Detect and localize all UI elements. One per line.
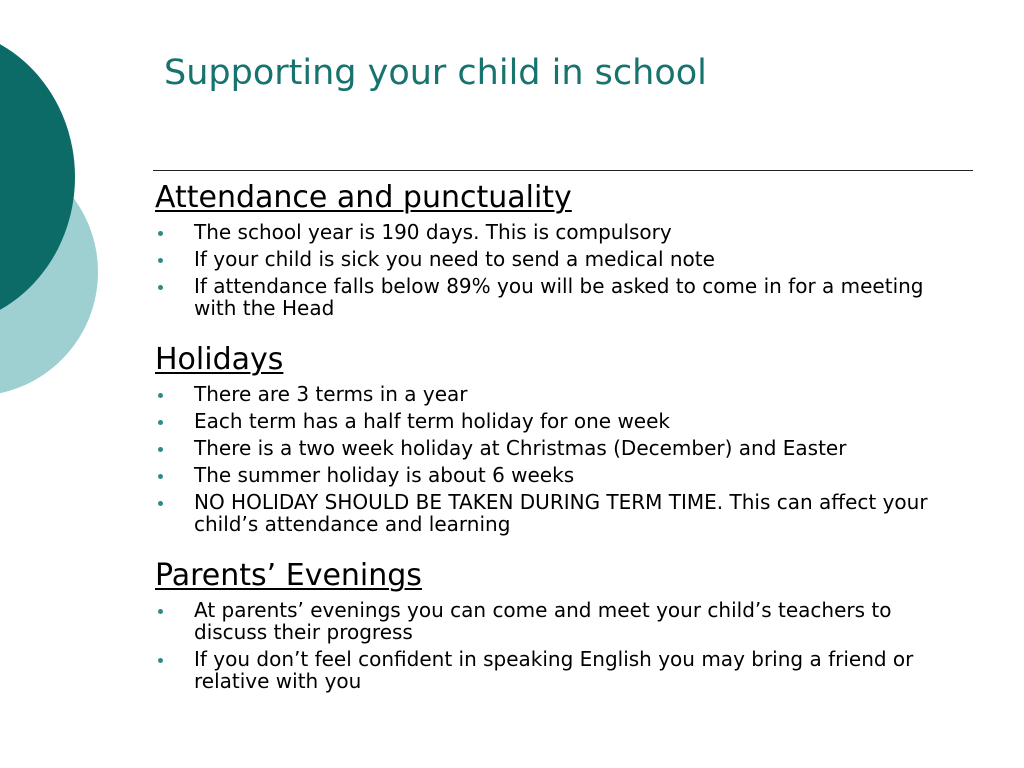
bullet-item (155, 599, 967, 643)
bullet-item (155, 383, 967, 405)
section-heading: Parents’ Evenings (155, 558, 422, 593)
bullet-dot-icon (158, 420, 163, 425)
bullet-dot-icon (158, 393, 163, 398)
bullet-text: NO HOLIDAY SHOULD BE TAKEN DURING TERM TIME. This can affect your child’s attendance and learning (194, 490, 928, 536)
bullet-text: There are 3 terms in a year (194, 382, 468, 406)
bullet-dot-icon (158, 658, 163, 663)
bullet-dot-icon (158, 258, 163, 263)
bullet-dot-icon (158, 609, 163, 614)
bullet-text: If you don’t feel confident in speaking English you may bring a friend or relative with you (194, 647, 914, 693)
bullet-text: There is a two week holiday at Christmas (December) and Easter (194, 436, 847, 460)
section-heading: Holidays (155, 342, 284, 377)
bullet-list (155, 383, 967, 535)
bullet-item (155, 221, 967, 243)
bullet-text: The summer holiday is about 6 weeks (194, 463, 575, 487)
bullet-item (155, 248, 967, 270)
bullet-text: At parents’ evenings you can come and meet your child’s teachers to discuss their progress (194, 598, 892, 644)
bullet-item (155, 275, 967, 319)
bullet-list (155, 599, 967, 692)
section-holidays (155, 341, 967, 535)
bullet-dot-icon (158, 474, 163, 479)
bullet-text: If attendance falls below 89% you will be asked to come in for a meeting with the Head (194, 274, 924, 320)
bullet-dot-icon (158, 501, 163, 506)
section-parents-evenings (155, 557, 967, 692)
section-heading: Attendance and punctuality (155, 180, 572, 215)
bullet-dot-icon (158, 231, 163, 236)
section-attendance (155, 179, 967, 319)
bullet-item (155, 464, 967, 486)
slide-title: Supporting your child in school (164, 53, 707, 93)
title-divider (153, 170, 973, 171)
bullet-text: If your child is sick you need to send a medical note (194, 247, 715, 271)
bullet-item (155, 437, 967, 459)
bullet-text: Each term has a half term holiday for one week (194, 409, 670, 433)
bullet-text: The school year is 190 days. This is compulsory (194, 220, 672, 244)
bullet-dot-icon (158, 447, 163, 452)
slide-content (155, 179, 967, 697)
bullet-item (155, 648, 967, 692)
bullet-item (155, 491, 967, 535)
bullet-list (155, 221, 967, 319)
bullet-item (155, 410, 967, 432)
bullet-dot-icon (158, 285, 163, 290)
